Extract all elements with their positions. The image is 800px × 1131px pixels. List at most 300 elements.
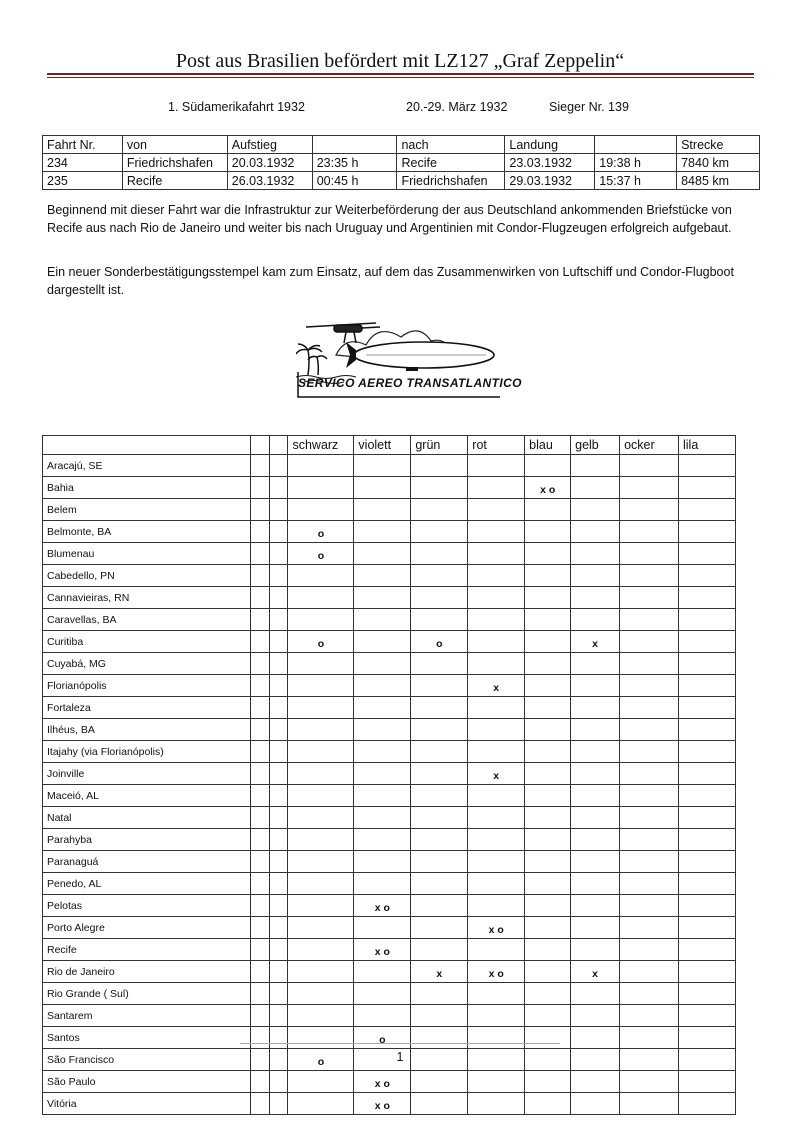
color-mark-cell xyxy=(288,983,354,1005)
color-mark-cell xyxy=(525,873,571,895)
color-mark-cell xyxy=(250,521,269,543)
table-row xyxy=(43,895,736,917)
color-mark-cell xyxy=(468,565,525,587)
color-mark-cell xyxy=(269,1027,288,1049)
color-mark-cell xyxy=(679,1071,736,1093)
color-mark-cell xyxy=(354,741,411,763)
table-row xyxy=(43,961,736,983)
color-mark-cell xyxy=(679,653,736,675)
color-mark-cell xyxy=(250,873,269,895)
color-mark-cell xyxy=(354,851,411,873)
color-mark-cell: x xyxy=(468,675,525,697)
title-rule-thin xyxy=(47,77,754,78)
color-mark-cell xyxy=(269,895,288,917)
color-mark-cell xyxy=(269,697,288,719)
color-mark-cell xyxy=(250,1005,269,1027)
color-mark-cell: x o xyxy=(525,477,571,499)
flights-cell: 234 xyxy=(43,154,123,172)
place-name-cell: Belem xyxy=(43,499,251,521)
color-mark-cell xyxy=(354,455,411,477)
color-mark-cell xyxy=(571,477,620,499)
color-mark-cell: x o xyxy=(468,917,525,939)
color-mark-cell xyxy=(679,807,736,829)
color-mark-cell xyxy=(571,873,620,895)
color-mark-cell xyxy=(250,807,269,829)
color-mark-cell xyxy=(354,763,411,785)
color-mark-cell xyxy=(468,631,525,653)
color-mark-cell xyxy=(250,565,269,587)
color-mark-cell xyxy=(525,741,571,763)
table-row xyxy=(43,851,736,873)
color-column-header: violett xyxy=(354,436,411,455)
color-mark-cell xyxy=(468,785,525,807)
color-mark-cell xyxy=(288,895,354,917)
color-mark-cell xyxy=(288,1005,354,1027)
color-mark-cell xyxy=(354,829,411,851)
table-row xyxy=(43,917,736,939)
color-mark-cell xyxy=(679,851,736,873)
table-row xyxy=(43,873,736,895)
page-number: 1 xyxy=(396,1050,404,1064)
color-mark-cell xyxy=(679,829,736,851)
color-mark-cell xyxy=(679,873,736,895)
color-mark-cell xyxy=(468,939,525,961)
color-mark-cell xyxy=(525,763,571,785)
color-mark-cell xyxy=(288,587,354,609)
color-mark-cell xyxy=(468,587,525,609)
color-mark-cell xyxy=(679,477,736,499)
table-row xyxy=(43,697,736,719)
color-mark-cell xyxy=(679,697,736,719)
color-mark-cell xyxy=(288,1071,354,1093)
color-mark-cell xyxy=(269,565,288,587)
color-column-header: gelb xyxy=(571,436,620,455)
color-mark-cell xyxy=(679,499,736,521)
color-mark-cell xyxy=(468,983,525,1005)
color-mark-cell xyxy=(571,565,620,587)
color-mark-cell xyxy=(288,697,354,719)
flights-table xyxy=(42,135,760,190)
color-mark-cell xyxy=(679,609,736,631)
color-mark-cell xyxy=(525,829,571,851)
color-mark-cell xyxy=(620,763,679,785)
color-mark-cell xyxy=(468,1093,525,1115)
table-row xyxy=(43,587,736,609)
color-mark-cell xyxy=(679,587,736,609)
color-mark-cell xyxy=(620,939,679,961)
color-mark-cell xyxy=(679,675,736,697)
flights-header-row xyxy=(43,136,760,154)
color-mark-cell xyxy=(620,917,679,939)
color-mark-cell xyxy=(525,543,571,565)
table-row xyxy=(43,521,736,543)
color-mark-cell xyxy=(525,851,571,873)
color-mark-cell xyxy=(411,895,468,917)
color-mark-cell xyxy=(250,1093,269,1115)
color-mark-cell xyxy=(525,785,571,807)
color-mark-cell xyxy=(288,719,354,741)
color-mark-cell xyxy=(525,1027,571,1049)
color-mark-cell xyxy=(269,1093,288,1115)
color-mark-cell xyxy=(679,785,736,807)
table-row xyxy=(43,499,736,521)
color-mark-cell xyxy=(679,543,736,565)
flights-cell: 19:38 h xyxy=(595,154,677,172)
color-mark-cell xyxy=(250,631,269,653)
place-name-cell: Ilhéus, BA xyxy=(43,719,251,741)
color-column-header xyxy=(250,436,269,455)
color-mark-cell xyxy=(525,455,571,477)
flights-row xyxy=(43,154,760,172)
color-mark-cell xyxy=(525,917,571,939)
color-mark-cell: x o xyxy=(354,1093,411,1115)
color-mark-cell xyxy=(354,785,411,807)
color-column-header xyxy=(43,436,251,455)
color-mark-cell xyxy=(571,499,620,521)
color-mark-cell xyxy=(679,719,736,741)
color-mark-cell xyxy=(354,697,411,719)
color-mark-cell xyxy=(411,587,468,609)
color-mark-cell xyxy=(411,807,468,829)
color-mark-cell xyxy=(468,521,525,543)
flights-cell: 23:35 h xyxy=(312,154,397,172)
color-mark-cell xyxy=(571,939,620,961)
color-mark-cell xyxy=(571,807,620,829)
color-mark-cell xyxy=(269,587,288,609)
color-mark-cell xyxy=(354,543,411,565)
color-mark-cell xyxy=(250,719,269,741)
color-mark-cell xyxy=(269,873,288,895)
color-mark-cell xyxy=(250,1071,269,1093)
color-column-header xyxy=(269,436,288,455)
color-mark-cell xyxy=(411,521,468,543)
color-mark-cell xyxy=(269,521,288,543)
color-mark-cell xyxy=(250,983,269,1005)
table-row xyxy=(43,543,736,565)
color-mark-cell xyxy=(525,587,571,609)
table-row xyxy=(43,829,736,851)
color-mark-cell xyxy=(250,763,269,785)
place-name-cell: Cabedello, PN xyxy=(43,565,251,587)
flights-cell: 15:37 h xyxy=(595,172,677,190)
color-mark-cell xyxy=(525,499,571,521)
flights-header-cell xyxy=(595,136,677,154)
color-mark-cell xyxy=(288,785,354,807)
flights-header-cell: Strecke xyxy=(677,136,760,154)
color-mark-cell xyxy=(354,565,411,587)
color-mark-cell xyxy=(269,1071,288,1093)
color-mark-cell xyxy=(571,1027,620,1049)
color-mark-cell xyxy=(620,477,679,499)
color-mark-cell: o xyxy=(411,631,468,653)
table-row xyxy=(43,741,736,763)
place-name-cell: Pelotas xyxy=(43,895,251,917)
color-mark-cell xyxy=(250,609,269,631)
color-mark-cell xyxy=(571,763,620,785)
place-name-cell: Blumenau xyxy=(43,543,251,565)
color-mark-cell: o xyxy=(354,1027,411,1049)
color-mark-cell xyxy=(679,1093,736,1115)
color-mark-cell: x o xyxy=(468,961,525,983)
place-name-cell: Bahia xyxy=(43,477,251,499)
color-mark-cell xyxy=(468,873,525,895)
color-mark-cell xyxy=(250,543,269,565)
color-mark-cell: x xyxy=(468,763,525,785)
title-rule xyxy=(47,73,754,75)
color-mark-cell xyxy=(525,1071,571,1093)
table-row xyxy=(43,653,736,675)
table-row xyxy=(43,1093,736,1115)
color-mark-cell xyxy=(269,807,288,829)
color-mark-cell xyxy=(354,807,411,829)
color-mark-cell xyxy=(468,895,525,917)
color-mark-cell xyxy=(269,917,288,939)
color-column-header: ocker xyxy=(620,436,679,455)
color-mark-cell xyxy=(288,1027,354,1049)
place-name-cell: Maceió, AL xyxy=(43,785,251,807)
color-mark-cell xyxy=(679,521,736,543)
place-name-cell: Fortaleza xyxy=(43,697,251,719)
color-mark-cell xyxy=(250,675,269,697)
color-mark-cell xyxy=(411,983,468,1005)
color-mark-cell xyxy=(354,609,411,631)
color-mark-cell xyxy=(620,961,679,983)
color-mark-cell xyxy=(250,499,269,521)
color-mark-cell xyxy=(620,873,679,895)
color-mark-cell: x o xyxy=(354,939,411,961)
color-mark-cell xyxy=(288,675,354,697)
color-mark-cell xyxy=(354,961,411,983)
color-mark-cell xyxy=(468,719,525,741)
color-mark-cell xyxy=(288,565,354,587)
stamp-paragraph: Ein neuer Sonderbestätigungsstempel kam zum Einsatz, auf dem das Zusammenwirken von Luftschiff und Condor-Flugboot dargestellt ist. xyxy=(47,265,734,297)
color-mark-cell xyxy=(620,697,679,719)
place-name-cell: Cannavieiras, RN xyxy=(43,587,251,609)
place-name-cell: Aracajú, SE xyxy=(43,455,251,477)
color-mark-cell xyxy=(411,873,468,895)
color-mark-cell: x o xyxy=(354,895,411,917)
place-name-cell: Rio de Janeiro xyxy=(43,961,251,983)
color-mark-cell xyxy=(269,653,288,675)
color-mark-cell xyxy=(620,1093,679,1115)
place-name-cell: Caravellas, BA xyxy=(43,609,251,631)
color-mark-cell xyxy=(411,1027,468,1049)
table-row xyxy=(43,477,736,499)
color-mark-cell xyxy=(411,1071,468,1093)
color-mark-cell xyxy=(269,983,288,1005)
place-name-cell: Penedo, AL xyxy=(43,873,251,895)
color-mark-cell xyxy=(411,653,468,675)
flights-header-cell xyxy=(312,136,397,154)
color-mark-cell xyxy=(525,521,571,543)
trip-dates: 20.-29. März 1932 xyxy=(406,100,508,114)
color-mark-cell xyxy=(525,807,571,829)
color-mark-cell xyxy=(620,895,679,917)
color-mark-cell: o xyxy=(288,631,354,653)
color-mark-cell xyxy=(269,961,288,983)
color-mark-cell xyxy=(571,543,620,565)
color-mark-cell xyxy=(269,477,288,499)
color-mark-cell xyxy=(269,939,288,961)
color-mark-cell xyxy=(620,785,679,807)
color-mark-cell xyxy=(468,1005,525,1027)
color-mark-cell xyxy=(525,895,571,917)
table-row xyxy=(43,631,736,653)
place-name-cell: Paranaguá xyxy=(43,851,251,873)
color-mark-cell xyxy=(525,961,571,983)
color-column-header: blau xyxy=(525,436,571,455)
flights-cell: 29.03.1932 xyxy=(505,172,595,190)
color-mark-cell xyxy=(288,455,354,477)
color-mark-cell xyxy=(411,697,468,719)
color-mark-cell xyxy=(620,609,679,631)
color-mark-cell xyxy=(288,653,354,675)
color-mark-cell xyxy=(354,983,411,1005)
color-mark-cell xyxy=(679,565,736,587)
table-row xyxy=(43,455,736,477)
color-mark-cell xyxy=(620,719,679,741)
color-mark-cell xyxy=(468,807,525,829)
color-mark-cell xyxy=(269,455,288,477)
color-mark-cell xyxy=(679,983,736,1005)
color-mark-cell xyxy=(468,477,525,499)
flights-header-cell: nach xyxy=(397,136,505,154)
color-mark-cell xyxy=(679,895,736,917)
place-name-cell: Cuyabá, MG xyxy=(43,653,251,675)
color-mark-cell xyxy=(411,499,468,521)
color-mark-cell xyxy=(620,653,679,675)
color-mark-cell xyxy=(269,763,288,785)
color-mark-cell xyxy=(411,719,468,741)
color-mark-cell xyxy=(468,851,525,873)
footer-rule xyxy=(240,1043,560,1044)
color-mark-cell: o xyxy=(288,543,354,565)
color-mark-cell xyxy=(411,1093,468,1115)
place-name-cell: Florianópolis xyxy=(43,675,251,697)
color-mark-cell xyxy=(571,1005,620,1027)
color-mark-cell xyxy=(620,741,679,763)
color-mark-cell xyxy=(411,785,468,807)
color-mark-cell xyxy=(354,675,411,697)
color-mark-cell xyxy=(679,1027,736,1049)
place-name-cell: Recife xyxy=(43,939,251,961)
color-mark-cell xyxy=(620,565,679,587)
color-mark-cell xyxy=(525,675,571,697)
flights-header-cell: von xyxy=(122,136,227,154)
table-row xyxy=(43,719,736,741)
table-row xyxy=(43,939,736,961)
color-mark-cell xyxy=(525,697,571,719)
color-mark-cell xyxy=(411,565,468,587)
color-mark-cell xyxy=(525,653,571,675)
place-name-cell: Porto Alegre xyxy=(43,917,251,939)
place-name-cell: Itajahy (via Florianópolis) xyxy=(43,741,251,763)
color-mark-cell xyxy=(288,609,354,631)
intro-paragraph: Beginnend mit dieser Fahrt war die Infrastruktur zur Weiterbeförderung der aus Deutschland ankommenden Briefstücke von Recife aus nach Rio de Janeiro und weiter bis nach Uruguay und Argentinien mit Condor-Flugzeugen erfolgreich aufgebaut. xyxy=(47,203,732,235)
color-mark-cell xyxy=(679,917,736,939)
color-mark-cell xyxy=(288,917,354,939)
color-mark-cell xyxy=(250,477,269,499)
color-mark-cell xyxy=(354,719,411,741)
color-mark-cell xyxy=(679,741,736,763)
color-mark-cell xyxy=(288,477,354,499)
color-mark-cell xyxy=(620,587,679,609)
color-mark-cell xyxy=(250,917,269,939)
color-mark-cell xyxy=(288,763,354,785)
flights-header-cell: Fahrt Nr. xyxy=(43,136,123,154)
flights-cell: 7840 km xyxy=(677,154,760,172)
place-name-cell: São Francisco xyxy=(43,1049,251,1071)
color-mark-cell xyxy=(354,521,411,543)
color-mark-cell xyxy=(250,455,269,477)
color-mark-cell xyxy=(411,675,468,697)
color-mark-cell xyxy=(288,741,354,763)
color-mark-cell xyxy=(250,895,269,917)
color-mark-cell xyxy=(620,829,679,851)
color-mark-cell xyxy=(571,455,620,477)
page-title: Post aus Brasilien befördert mit LZ127 „Graf Zeppelin“ xyxy=(175,50,625,72)
color-mark-cell xyxy=(620,1071,679,1093)
color-mark-cell xyxy=(525,983,571,1005)
color-mark-cell xyxy=(250,939,269,961)
table-row xyxy=(43,675,736,697)
flights-cell: 00:45 h xyxy=(312,172,397,190)
color-mark-cell xyxy=(288,939,354,961)
flights-cell: 26.03.1932 xyxy=(227,172,312,190)
color-mark-cell xyxy=(269,609,288,631)
color-mark-cell xyxy=(620,631,679,653)
color-mark-cell xyxy=(679,961,736,983)
color-mark-cell xyxy=(620,983,679,1005)
color-mark-cell xyxy=(411,917,468,939)
color-mark-cell xyxy=(620,1005,679,1027)
color-mark-cell xyxy=(620,499,679,521)
color-mark-cell xyxy=(525,631,571,653)
color-mark-cell xyxy=(288,961,354,983)
color-mark-cell xyxy=(411,455,468,477)
color-mark-cell xyxy=(468,1071,525,1093)
color-mark-cell xyxy=(620,543,679,565)
color-mark-cell xyxy=(288,873,354,895)
color-mark-cell xyxy=(411,543,468,565)
flights-cell: Friedrichshafen xyxy=(122,154,227,172)
color-mark-cell xyxy=(354,1005,411,1027)
color-mark-cell xyxy=(250,851,269,873)
color-mark-cell xyxy=(571,785,620,807)
color-mark-cell xyxy=(468,1027,525,1049)
color-mark-cell xyxy=(288,807,354,829)
place-name-cell: Curitiba xyxy=(43,631,251,653)
color-mark-cell xyxy=(571,741,620,763)
color-mark-cell xyxy=(679,763,736,785)
color-mark-cell: x xyxy=(571,631,620,653)
flights-cell: 8485 km xyxy=(677,172,760,190)
color-mark-cell xyxy=(571,917,620,939)
color-mark-cell xyxy=(571,829,620,851)
table-row xyxy=(43,609,736,631)
color-mark-cell xyxy=(250,741,269,763)
place-name-cell: Santarem xyxy=(43,1005,251,1027)
color-mark-cell xyxy=(250,961,269,983)
place-name-cell: São Paulo xyxy=(43,1071,251,1093)
color-mark-cell xyxy=(525,609,571,631)
color-mark-cell xyxy=(250,785,269,807)
color-mark-cell xyxy=(354,477,411,499)
color-mark-cell xyxy=(571,983,620,1005)
place-name-cell: Vitória xyxy=(43,1093,251,1115)
color-mark-cell xyxy=(411,763,468,785)
color-mark-cell xyxy=(354,653,411,675)
